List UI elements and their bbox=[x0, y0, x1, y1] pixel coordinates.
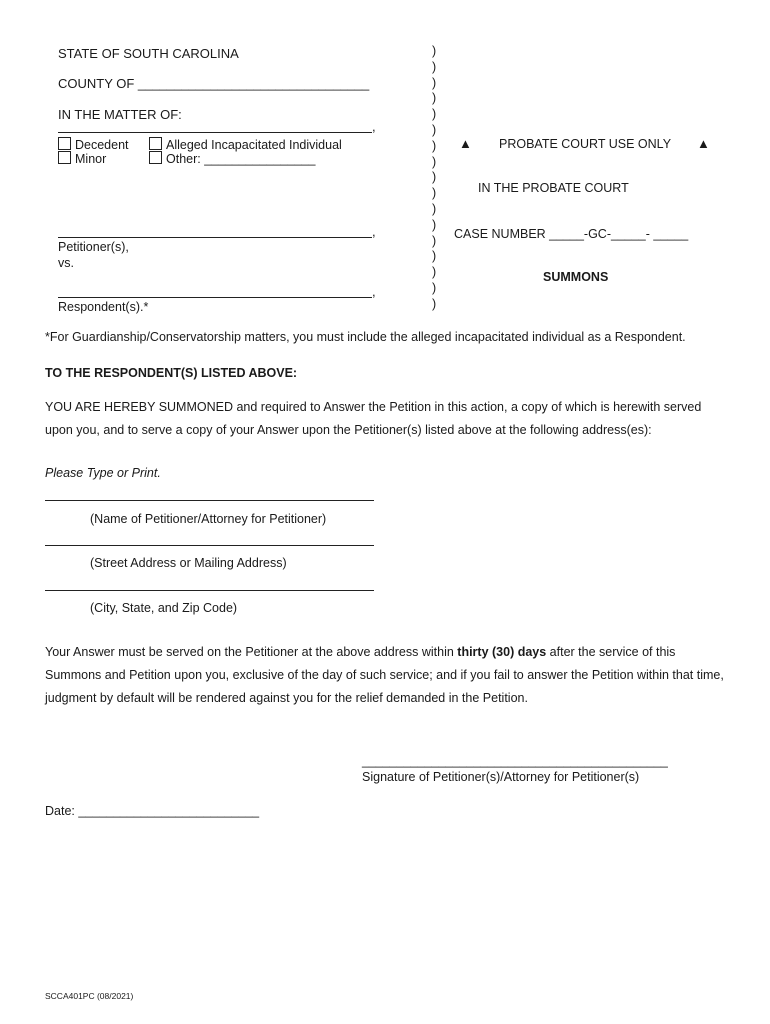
court-use-only-label: PROBATE COURT USE ONLY bbox=[499, 137, 672, 151]
triangle-up-icon: ▲ bbox=[459, 136, 472, 151]
signature-line[interactable]: ____________________________________________ bbox=[362, 754, 668, 768]
please-type-note: Please Type or Print. bbox=[45, 466, 161, 480]
form-id: SCCA401PC (08/2021) bbox=[45, 991, 134, 1001]
paren: ) bbox=[432, 265, 437, 280]
street-address-caption: (Street Address or Mailing Address) bbox=[90, 556, 287, 570]
petitioner-label: Petitioner(s), bbox=[58, 240, 129, 254]
other-checkbox-row[interactable] bbox=[149, 151, 315, 166]
county-field[interactable]: COUNTY OF ________________________________ bbox=[58, 76, 370, 91]
other-checkbox[interactable] bbox=[149, 151, 162, 164]
state-label: STATE OF SOUTH CAROLINA bbox=[58, 46, 239, 61]
paren: ) bbox=[432, 186, 437, 201]
paren: ) bbox=[432, 91, 437, 106]
answer-text-before: Your Answer must be served on the Petitioner at the above address within bbox=[45, 645, 458, 659]
triangle-up-icon: ▲ bbox=[697, 136, 710, 151]
minor-checkbox-row[interactable] bbox=[58, 151, 106, 166]
paren: ) bbox=[432, 233, 437, 248]
respondent-note: *For Guardianship/Conservatorship matters, you must include the alleged incapacitated individual as a Respondent. bbox=[45, 330, 686, 344]
alleged-checkbox[interactable] bbox=[149, 137, 162, 150]
matter-label: IN THE MATTER OF: bbox=[58, 107, 182, 122]
decedent-checkbox[interactable] bbox=[58, 137, 71, 150]
date-field[interactable]: Date: __________________________ bbox=[45, 804, 260, 818]
matter-name-line[interactable] bbox=[58, 132, 372, 133]
petitioner-name-caption: (Name of Petitioner/Attorney for Petitioner) bbox=[90, 512, 327, 526]
to-respondents-heading: TO THE RESPONDENT(S) LISTED ABOVE: bbox=[45, 366, 298, 380]
comma-2: , bbox=[372, 224, 376, 239]
answer-text-after: after the service of this Summons and Petition upon you, exclusive of the day of such service; and if you fail to answer the Petition within that time, judgment by default will be rendered against you for the relief demanded in the Petition. bbox=[45, 645, 724, 705]
other-label: Other: ________________ bbox=[166, 152, 316, 166]
paren: ) bbox=[432, 249, 437, 264]
minor-checkbox[interactable] bbox=[58, 151, 71, 164]
respondent-label: Respondent(s).* bbox=[58, 300, 149, 314]
court-name: IN THE PROBATE COURT bbox=[478, 181, 629, 195]
paren: ) bbox=[432, 122, 437, 137]
paren: ) bbox=[432, 217, 437, 232]
paren: ) bbox=[432, 107, 437, 122]
city-state-zip-caption: (City, State, and Zip Code) bbox=[90, 601, 238, 615]
paren: ) bbox=[432, 280, 437, 295]
comma-1: , bbox=[372, 119, 376, 134]
paren: ) bbox=[432, 201, 437, 216]
caption-divider bbox=[432, 44, 436, 313]
vs-label: vs. bbox=[58, 256, 74, 270]
city-state-zip-field[interactable] bbox=[45, 590, 374, 591]
paren: ) bbox=[432, 154, 437, 169]
answer-deadline: thirty (30) days bbox=[457, 645, 547, 659]
case-number-field[interactable]: CASE NUMBER _____-GC-_____- _____ bbox=[454, 227, 689, 241]
paren: ) bbox=[432, 44, 437, 58]
minor-label: Minor bbox=[75, 152, 107, 166]
paren: ) bbox=[432, 138, 437, 153]
street-address-field[interactable] bbox=[45, 545, 374, 546]
decedent-checkbox-row[interactable] bbox=[58, 137, 129, 152]
alleged-label: Alleged Incapacitated Individual bbox=[166, 138, 342, 152]
signature-label: Signature of Petitioner(s)/Attorney for Petitioner(s) bbox=[362, 770, 640, 784]
summoned-paragraph: YOU ARE HEREBY SUMMONED and required to Answer the Petition in this action, a copy of which is herewith served upon you, and to serve a copy of your Answer upon the Petitioner(s) listed above at the following address(es): bbox=[45, 400, 702, 437]
paren: ) bbox=[432, 170, 437, 185]
respondent-name-line[interactable] bbox=[58, 297, 372, 298]
paren: ) bbox=[432, 59, 437, 74]
document-title: SUMMONS bbox=[543, 270, 609, 284]
paren: ) bbox=[432, 75, 437, 90]
decedent-label: Decedent bbox=[75, 138, 129, 152]
petitioner-name-field[interactable] bbox=[45, 500, 374, 501]
answer-paragraph bbox=[45, 641, 725, 709]
petitioner-name-line[interactable] bbox=[58, 237, 372, 238]
comma-3: , bbox=[372, 284, 376, 299]
alleged-checkbox-row[interactable] bbox=[149, 137, 342, 152]
paren: ) bbox=[432, 296, 437, 311]
